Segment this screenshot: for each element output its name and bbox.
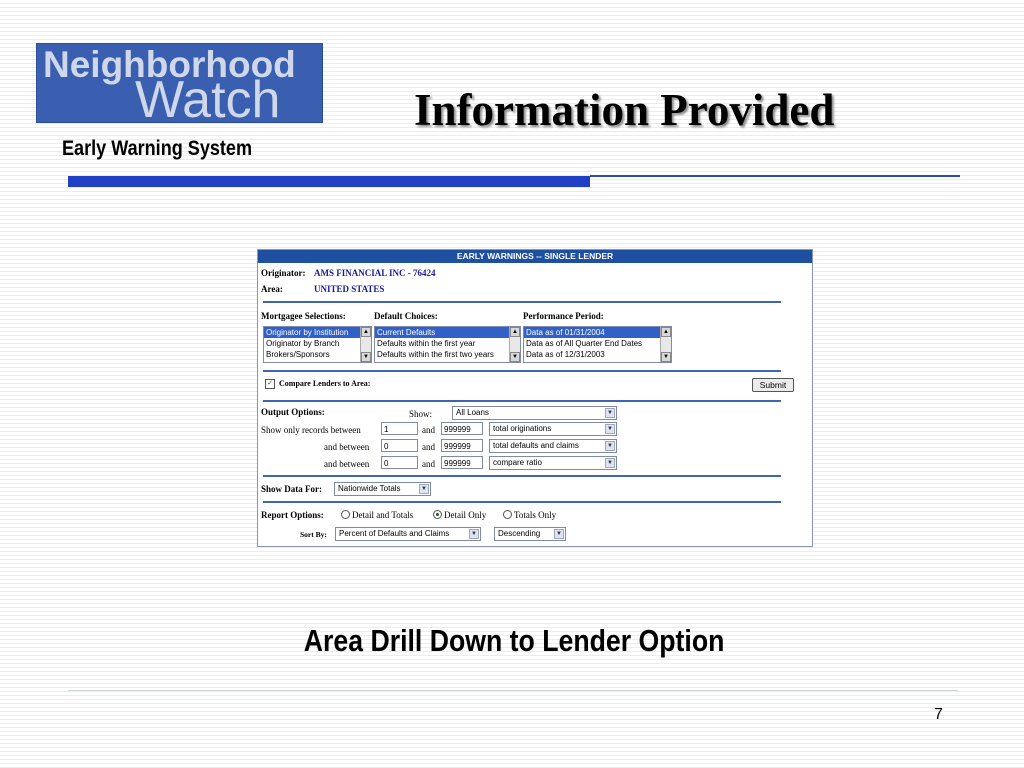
sort-label: Sort By: xyxy=(300,530,327,539)
accent-bar xyxy=(68,176,590,187)
scrollbar[interactable] xyxy=(509,327,520,362)
show-select[interactable] xyxy=(452,406,617,420)
order-select[interactable] xyxy=(494,527,566,541)
scroll-down-icon[interactable]: ▼ xyxy=(361,352,371,362)
slide-title: Information Provided xyxy=(414,85,835,135)
row2-from-input[interactable]: 0 xyxy=(381,439,418,452)
form-header: EARLY WARNINGS -- SINGLE LENDER xyxy=(258,250,812,263)
mortgagee-listbox[interactable] xyxy=(263,326,372,363)
row3-label: and between xyxy=(324,459,370,469)
radio-detail-only[interactable] xyxy=(433,510,442,519)
list-item[interactable]: Data as of 12/31/2003 xyxy=(526,350,605,359)
scroll-up-icon[interactable]: ▲ xyxy=(661,327,671,337)
output-label: Output Options: xyxy=(261,407,325,417)
row2-to-input[interactable]: 999999 xyxy=(441,439,483,452)
chevron-down-icon[interactable]: ▼ xyxy=(605,408,615,418)
divider xyxy=(263,400,781,402)
subtitle: Early Warning System xyxy=(62,137,253,160)
chevron-down-icon[interactable]: ▼ xyxy=(605,441,615,451)
compare-checkbox[interactable]: ✓ xyxy=(265,379,275,389)
row1-to-input[interactable]: 999999 xyxy=(441,422,483,435)
scroll-up-icon[interactable]: ▲ xyxy=(510,327,520,337)
footer-divider xyxy=(68,690,958,691)
compare-label: Compare Lenders to Area: xyxy=(279,379,371,388)
list-item[interactable]: Defaults within the first two years xyxy=(377,350,494,359)
row2-and: and xyxy=(422,442,435,452)
neighborhood-watch-logo xyxy=(36,43,323,129)
row2-metric-select[interactable] xyxy=(489,439,617,453)
list-item[interactable]: Originator by Branch xyxy=(266,339,340,348)
accent-line xyxy=(590,175,960,177)
list-item[interactable]: Originator by Institution xyxy=(264,327,371,338)
chevron-down-icon[interactable]: ▼ xyxy=(605,424,615,434)
radio-totals-only[interactable] xyxy=(503,510,512,519)
divider xyxy=(263,301,781,303)
show-select-value: All Loans xyxy=(456,408,489,417)
divider xyxy=(263,475,781,477)
row1-from-input[interactable]: 1 xyxy=(381,422,418,435)
show-data-select[interactable] xyxy=(334,482,431,496)
report-label: Report Options: xyxy=(261,510,324,520)
row3-and: and xyxy=(422,459,435,469)
area-label: Area: xyxy=(261,284,283,294)
list-item[interactable]: Brokers/Sponsors xyxy=(266,350,330,359)
radio-detail-and-totals[interactable] xyxy=(341,510,350,519)
scroll-down-icon[interactable]: ▼ xyxy=(661,352,671,362)
page-number: 7 xyxy=(934,706,943,723)
divider xyxy=(263,370,781,372)
radio-label: Totals Only xyxy=(514,510,557,520)
performance-label: Performance Period: xyxy=(523,311,604,321)
chevron-down-icon[interactable]: ▼ xyxy=(419,484,429,494)
row3-metric-value: compare ratio xyxy=(493,458,542,467)
slide-caption: Area Drill Down to Lender Option xyxy=(303,623,725,658)
default-label: Default Choices: xyxy=(374,311,438,321)
show-data-value: Nationwide Totals xyxy=(338,484,401,493)
chevron-down-icon[interactable]: ▼ xyxy=(605,458,615,468)
chevron-down-icon[interactable]: ▼ xyxy=(469,529,479,539)
row1-metric-value: total originations xyxy=(493,424,552,433)
logo-line1: Neighborhood xyxy=(43,44,296,85)
row2-metric-value: total defaults and claims xyxy=(493,441,579,450)
sort-select[interactable] xyxy=(335,527,481,541)
list-item[interactable]: Data as of All Quarter End Dates xyxy=(526,339,643,348)
row3-from-input[interactable]: 0 xyxy=(381,456,418,469)
row3-metric-select[interactable] xyxy=(489,456,617,470)
row3-to-input[interactable]: 999999 xyxy=(441,456,483,469)
scroll-up-icon[interactable]: ▲ xyxy=(361,327,371,337)
show-label: Show: xyxy=(409,409,433,419)
show-data-label: Show Data For: xyxy=(261,484,322,494)
area-value: UNITED STATES xyxy=(314,284,385,294)
originator-value: AMS FINANCIAL INC - 76424 xyxy=(314,268,436,278)
row1-label: Show only records between xyxy=(261,425,361,435)
originator-label: Originator: xyxy=(261,268,306,278)
order-value: Descending xyxy=(498,529,541,538)
radio-label: Detail Only xyxy=(444,510,487,520)
row1-metric-select[interactable] xyxy=(489,422,617,436)
list-item[interactable]: Data as of 01/31/2004 xyxy=(524,327,671,338)
scrollbar[interactable] xyxy=(660,327,671,362)
logo-line2: Watch xyxy=(135,71,281,129)
row2-label: and between xyxy=(324,442,370,452)
radio-label: Detail and Totals xyxy=(352,510,414,520)
default-listbox[interactable] xyxy=(374,326,521,363)
list-item[interactable]: Defaults within the first year xyxy=(377,339,476,348)
sort-value: Percent of Defaults and Claims xyxy=(339,529,450,538)
scrollbar[interactable] xyxy=(360,327,371,362)
scroll-down-icon[interactable]: ▼ xyxy=(510,352,520,362)
row1-and: and xyxy=(422,425,435,435)
submit-button[interactable]: Submit xyxy=(752,378,794,392)
divider xyxy=(263,501,781,503)
chevron-down-icon[interactable]: ▼ xyxy=(554,529,564,539)
performance-listbox[interactable] xyxy=(523,326,672,363)
list-item[interactable]: Current Defaults xyxy=(375,327,520,338)
form-screenshot xyxy=(257,249,813,547)
mortgagee-label: Mortgagee Selections: xyxy=(261,311,346,321)
